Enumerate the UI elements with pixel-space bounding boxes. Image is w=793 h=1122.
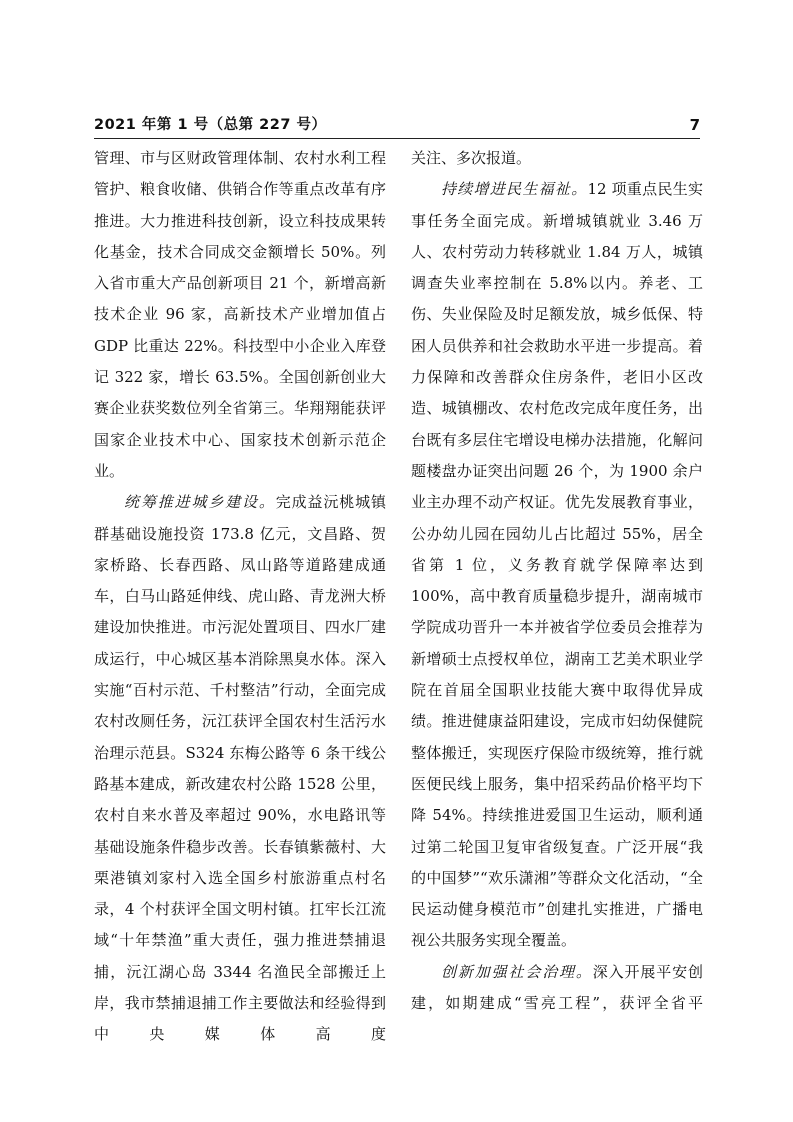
issue-label: 2021 年第 1 号（总第 227 号） bbox=[94, 117, 327, 133]
section-heading-urban-rural: 统筹推进城乡建设。 bbox=[124, 493, 276, 512]
left-column bbox=[94, 143, 386, 1051]
paragraph-reform-tech: 管理、市与区财政管理体制、农村水利工程管护、粮食收储、供销合作等重点改革有序推进。大力推进科技创新，设立科技成果转化基金，技术合同成交金额增长 50%。列入省市重大产品创新项目 21 个，新增高新技术企业 96 家，高新技术产业增加值占 GDP 比重达 22%。科技型中小企业入库登记 322 家，增长 63.5%。全国创新创业大赛企业获奖数位列全省第三。华翔翔能获评国家企业技术中心、国家技术创新示范企业。 bbox=[94, 149, 386, 480]
paragraph-continuation: 关注、多次报道。 bbox=[411, 149, 532, 167]
section-heading-livelihood: 持续增进民生福祉。 bbox=[441, 180, 588, 199]
section-body-livelihood: 12 项重点民生实事任务全面完成。新增城镇就业 3.46 万人、农村劳动力转移就业 1.84 万人，城镇调查失业率控制在 5.8%以内。养老、工伤、失业保险及时足额发放，城乡低保、特困人员供养和社会救助水平进一步提高。着力保障和改善群众住房条件，老旧小区改造、城镇棚改、农村危改完成年度任务，出台既有多层住宅增设电梯办法措施，化解问题楼盘办证突出问题 26 个，为 1900 余户业主办理不动产权证。优先发展教育事业，公办幼儿园在园幼儿占比超过 55%，居全省第 1 位，义务教育就学保障率达到 100%，高中教育质量稳步提升，湖南城市学院成功晋升一本并被省学位委员会推荐为新增硕士点授权单位，湖南工艺美术职业学院在首届全国职业技能大赛中取得优异成绩。推进健康益阳建设，完成市妇幼保健院整体搬迁，实现医疗保险市级统筹，推行就医便民线上服务，集中招采药品价格平均下降 54%。持续推进爱国卫生运动，顺利通过第二轮国卫复审省级复查。广泛开展“我的中国梦”“欢乐潇湘”等群众文化活动，“全民运动健身模范市”创建扎实推进，广播电视公共服务实现全覆盖。 bbox=[411, 180, 703, 950]
right-column bbox=[411, 143, 703, 1019]
page-header bbox=[94, 114, 700, 139]
paragraph-livelihood bbox=[411, 174, 703, 956]
section-body-urban-rural: 完成益沅桃城镇群基础设施投资 173.8 亿元，文昌路、贺家桥路、长春西路、凤山路等道路建成通车，白马山路延伸线、虎山路、青龙洲大桥建设加快推进。市污泥处置项目、四水厂建成运行，中心城区基本消除黑臭水体。深入实施“百村示范、千村整洁”行动，全面完成农村改厕任务，沅江获评全国农村生活污水治理示范县。S324 东梅公路等 6 条干线公路基本建成，新改建农村公路 1528 公里，农村自来水普及率超过 90%，水电路讯等基础设施条件稳步改善。长春镇紫薇村、大栗港镇刘家村入选全国乡村旅游重点村名录，4 个村获评全国文明村镇。扛牢长江流域“十年禁渔”重大责任，强力推进禁捕退捕，沅江湖心岛 3344 名渔民全部搬迁上岸，我市禁捕退捕工作主要做法和经验得到中央媒体高度 bbox=[94, 493, 386, 1044]
section-body-social-governance: 深入开展平安创建，如期建成“雪亮工程”，获评全省平 bbox=[411, 962, 703, 1013]
paragraph-urban-rural bbox=[94, 487, 386, 1050]
section-heading-social-governance: 创新加强社会治理。 bbox=[441, 962, 593, 981]
paragraph-social-governance bbox=[411, 957, 703, 1020]
page-number: 7 bbox=[689, 116, 700, 134]
